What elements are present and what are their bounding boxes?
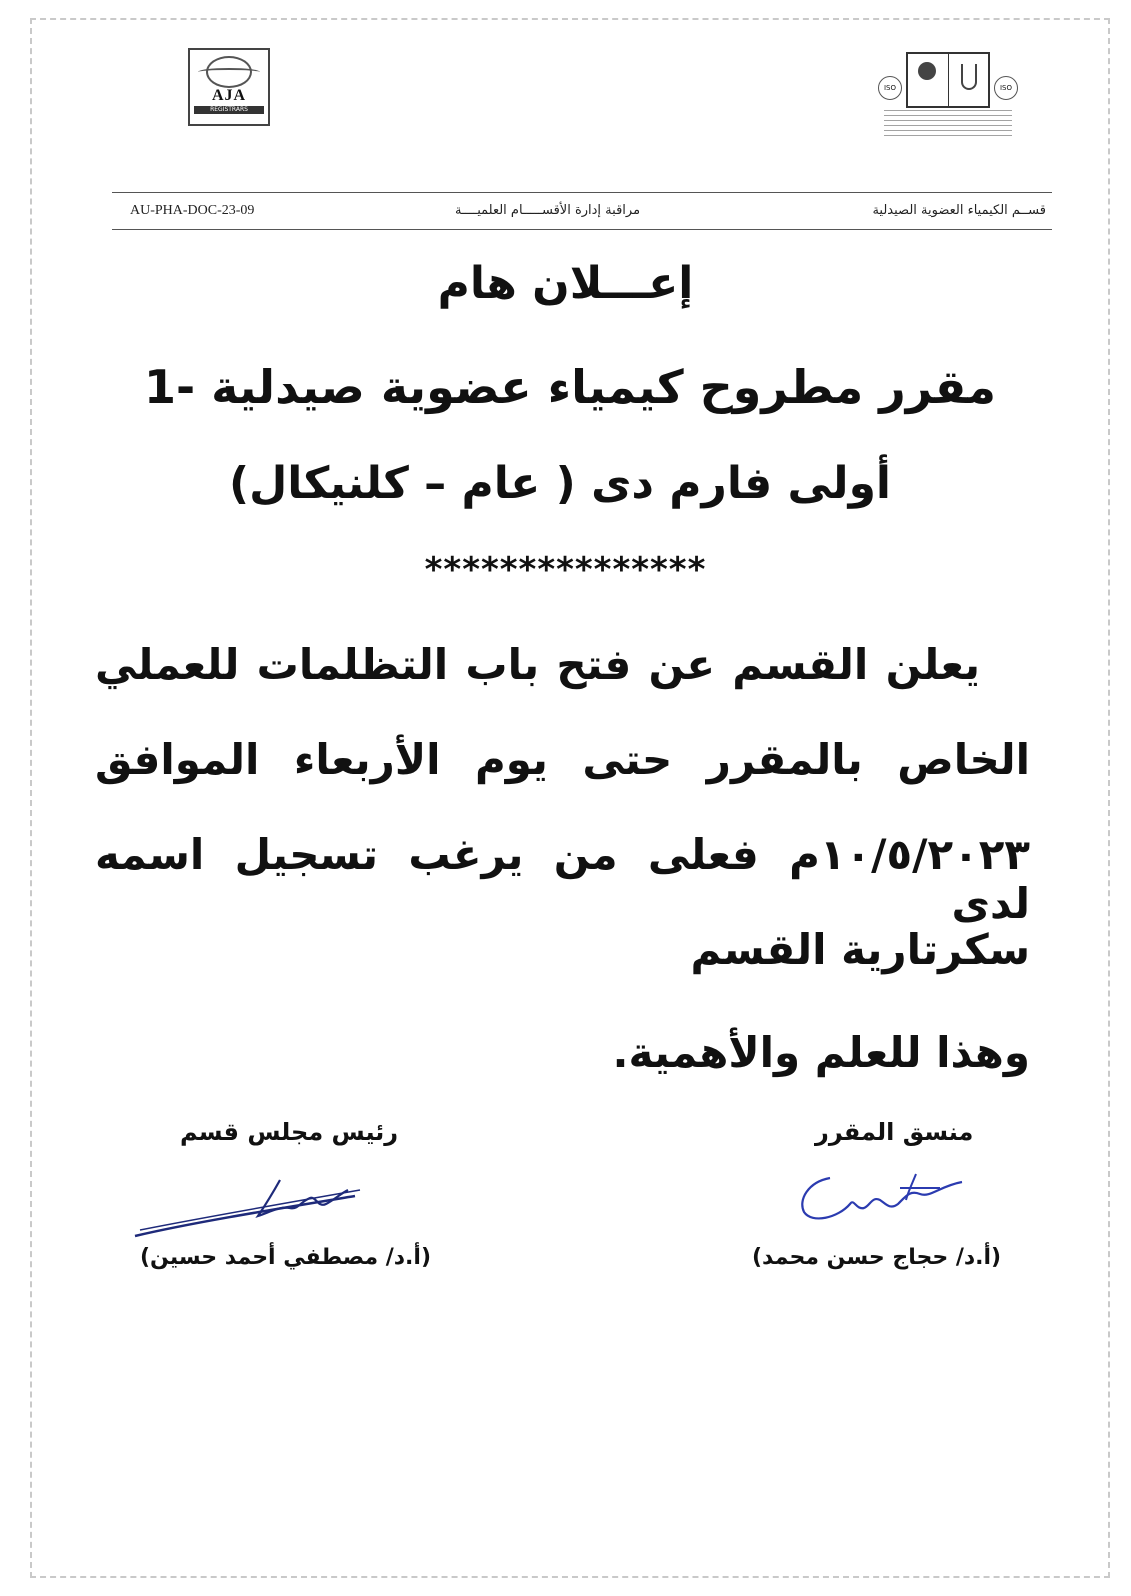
header-middle-text: مراقبة إدارة الأقســـــام العلميــــة [455,203,641,218]
stars-separator: *************** [424,550,707,590]
department-head-role: رئيس مجلس قسم [180,1118,399,1146]
department-head-name: (أ.د/ مصطفي أحمد حسين) [140,1245,432,1270]
department-head-signature [130,1168,370,1248]
program-title: أولى فارم دى ( عام – كلنيكال) [229,458,891,509]
body-line-4: سكرتارية القسم [690,925,1030,974]
page-border [30,18,1110,1578]
aja-logo-text: AJA [211,87,247,104]
header-rule-bottom [112,229,1052,230]
header-rule-top [112,192,1052,193]
department-name: قســم الكيمياء العضوية الصيدلية [872,203,1046,218]
iso-badge-right: ISO [994,76,1018,100]
iso-badge-left: ISO [878,76,902,100]
document-code: AU-PHA-DOC-23-09 [130,203,255,218]
sun-emblem-icon [918,62,936,80]
aja-logo-subtext: REGISTRARS [194,106,264,114]
announcement-title: إعـــلان هام [437,258,694,309]
body-line-2: الخاص بالمقرر حتى يوم الأربعاء الموافق [95,735,1030,784]
faculty-crest [906,52,990,108]
course-coordinator-role: منسق المقرر [815,1118,974,1146]
course-coordinator-signature [790,1160,980,1230]
pharmacy-cup-icon [961,64,977,90]
globe-icon [206,56,252,88]
body-line-3: ١٠/٥/٢٠٢٣م فعلى من يرغب تسجيل اسمه لدى [95,830,1030,928]
logo-caption-lines [884,110,1012,136]
body-line-1: يعلن القسم عن فتح باب التظلمات للعملي [95,640,980,689]
university-faculty-logo [878,48,1018,138]
course-title: مقرر مطروح كيمياء عضوية صيدلية -1 [144,360,996,414]
aja-registrars-logo [188,48,270,126]
closing-line: وهذا للعلم والأهمية. [612,1028,1030,1077]
course-coordinator-name: (أ.د/ حجاج حسن محمد) [752,1245,1002,1270]
